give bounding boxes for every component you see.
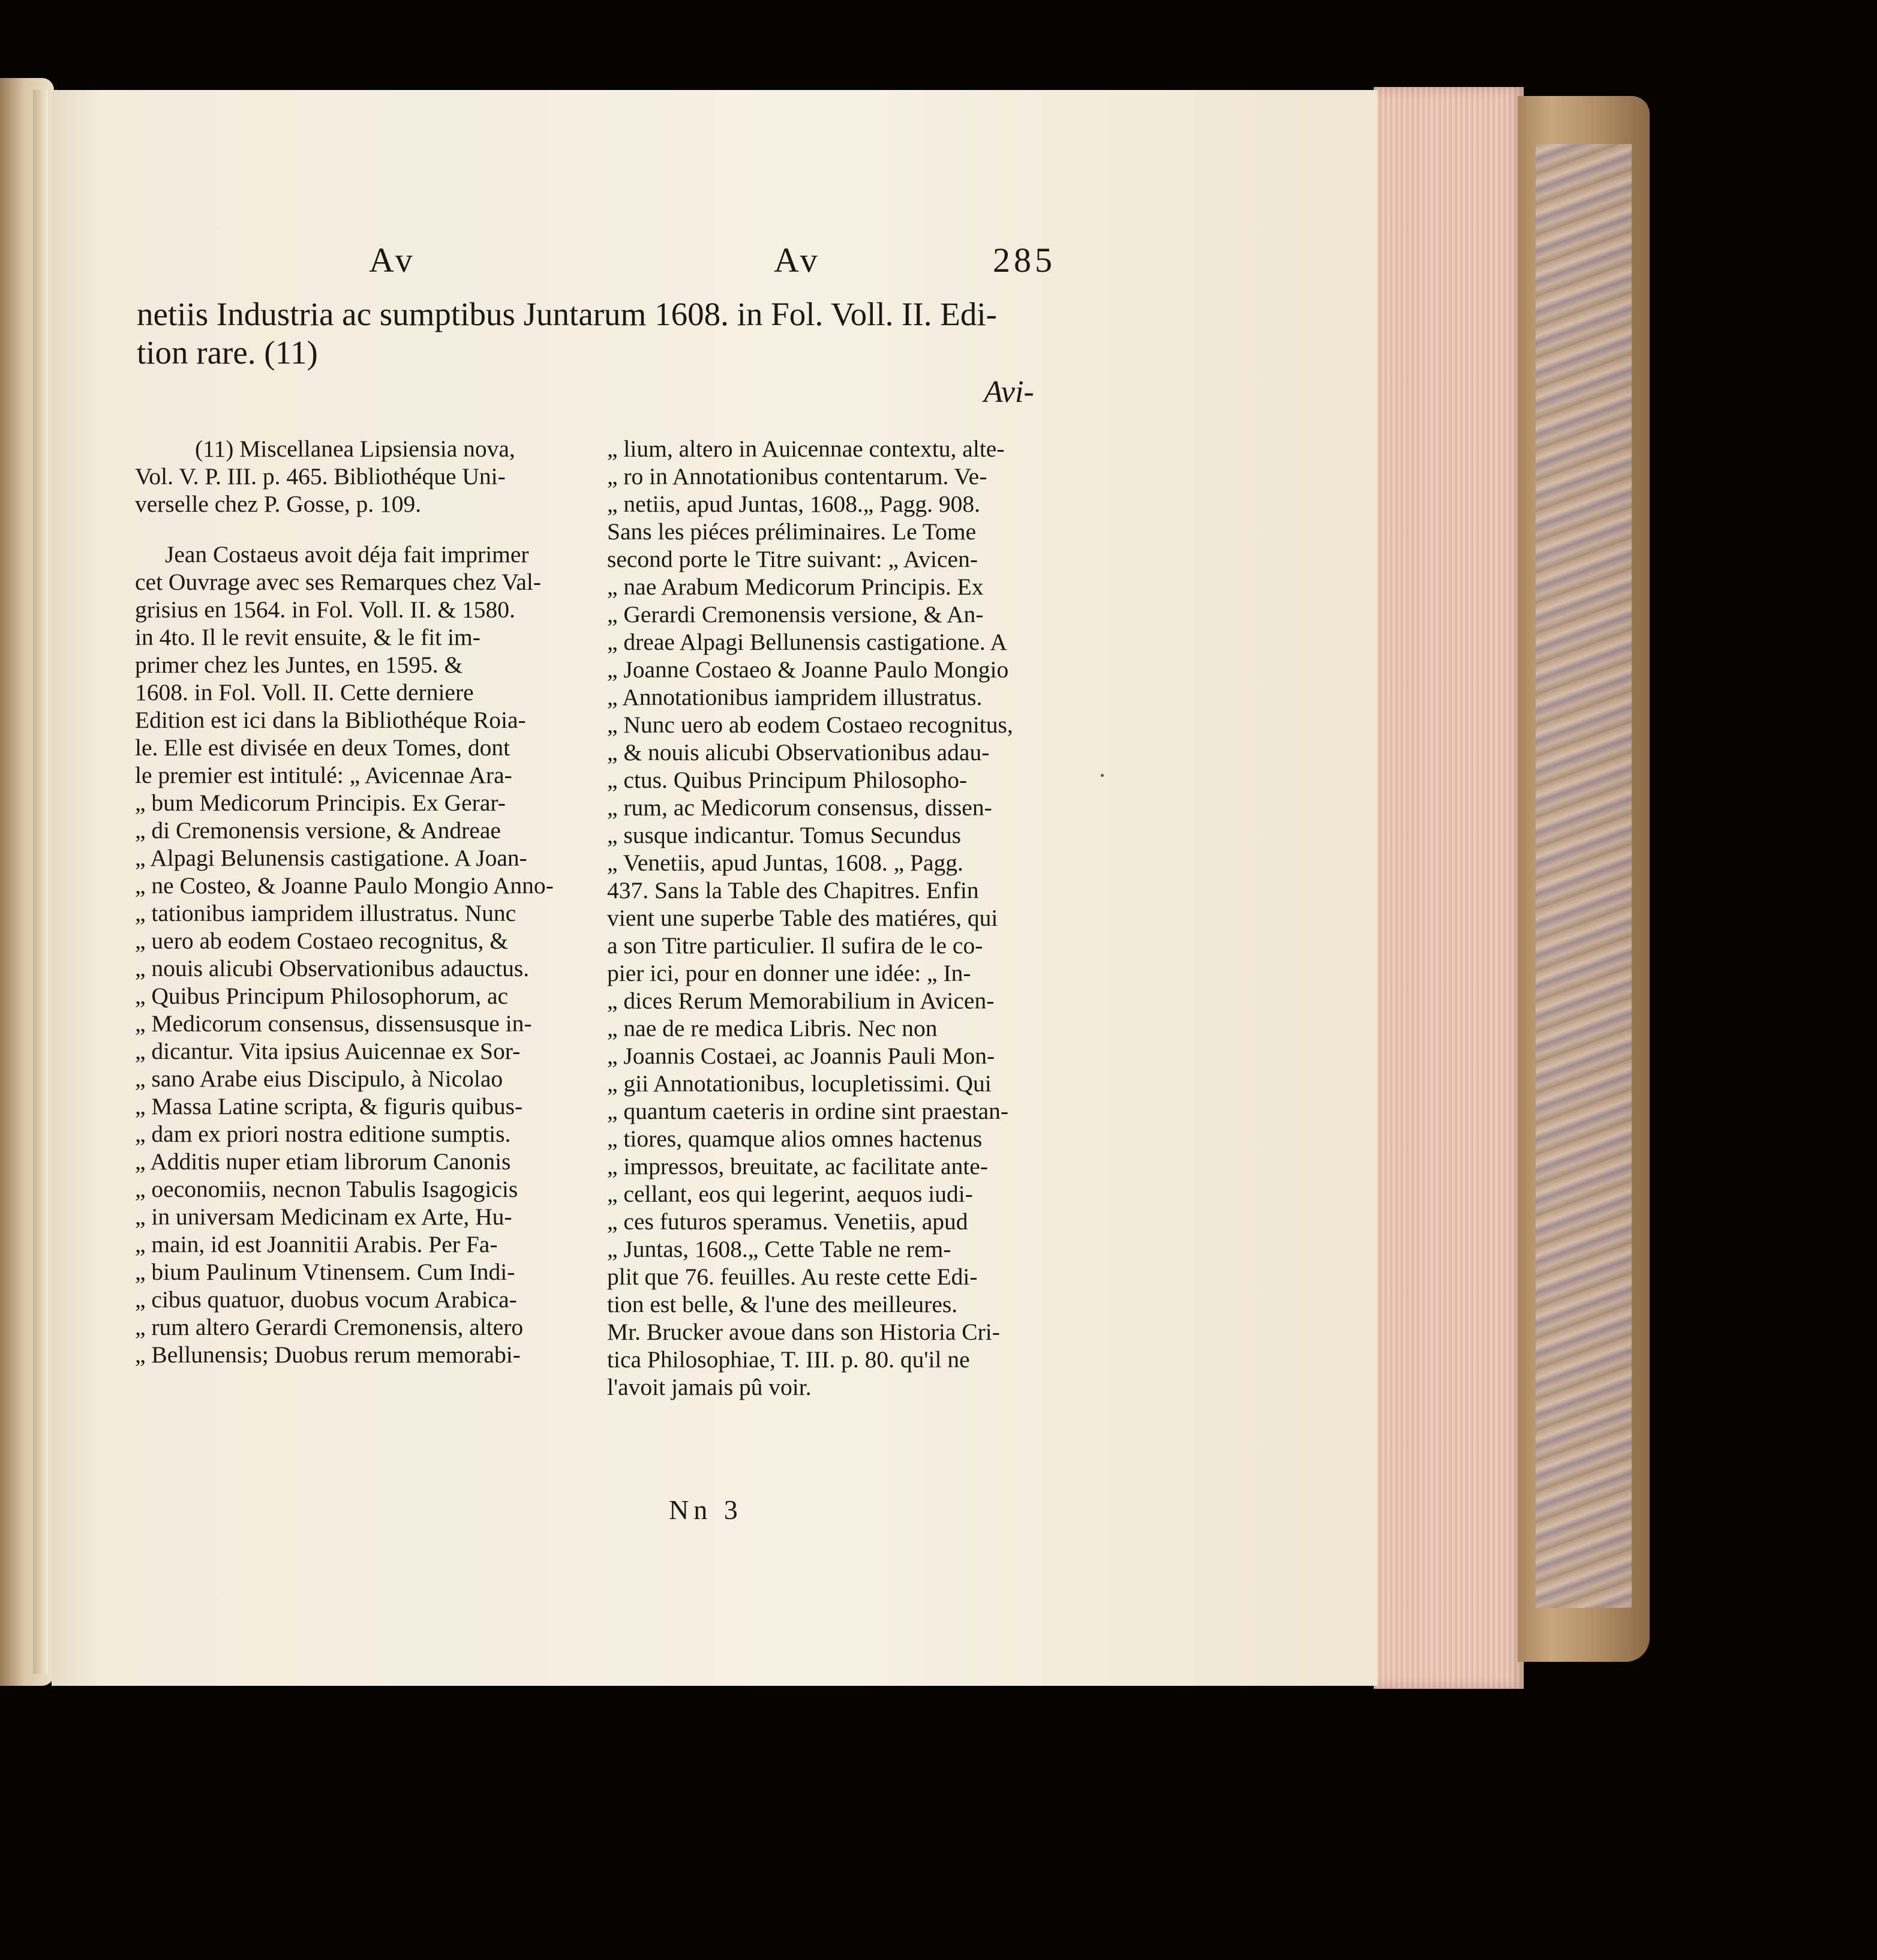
- text-line: Sans les piéces préliminaires. Le Tome: [607, 518, 977, 545]
- catchword-top: Avi-: [984, 375, 1034, 409]
- text-line: in 4to. Il le revit ensuite, & le fit im-: [135, 624, 480, 650]
- text-line: „ Additis nuper etiam librorum Canonis: [135, 1148, 511, 1175]
- text-line: „ Venetiis, apud Juntas, 1608. „ Pagg.: [607, 850, 963, 876]
- text-line: (11) Miscellanea Lipsiensia nova,: [195, 436, 515, 462]
- text-line: a son Titre particulier. Il sufira de le co-: [607, 932, 983, 959]
- left-column: [135, 435, 554, 1368]
- text-line: „ ro in Annotationibus contentarum. Ve-: [607, 463, 987, 490]
- text-line: „ dreae Alpagi Bellunensis castigatione. A: [607, 629, 1007, 655]
- text-line: Edition est ici dans la Bibliothéque Roia-: [135, 707, 526, 733]
- text-line: Mr. Brucker avoue dans son Historia Cri-: [607, 1319, 1000, 1345]
- text-line: „ Gerardi Cremonensis versione, & An-: [607, 601, 984, 628]
- text-line: „ Annotationibus iampridem illustratus.: [607, 684, 983, 710]
- text-line: „ Joannis Costaei, ac Joannis Pauli Mon-: [607, 1043, 995, 1069]
- text-line: „ Alpagi Belunensis castigatione. A Joan-: [135, 845, 527, 871]
- text-line: [135, 518, 554, 541]
- text-line: „ tiores, quamque alios omnes hactenus: [607, 1125, 983, 1152]
- text-line: le. Elle est divisée en deux Tomes, dont: [135, 734, 510, 761]
- text-line: „ oeconomiis, necnon Tabulis Isagogicis: [135, 1176, 518, 1202]
- text-line: „ cibus quatuor, duobus vocum Arabica-: [135, 1286, 517, 1313]
- text-line: „ cellant, eos qui legerint, aequos iudi-: [607, 1181, 973, 1207]
- text-line: grisius en 1564. in Fol. Voll. II. & 1580.: [135, 596, 515, 623]
- marbled-endpaper: [1536, 144, 1632, 1608]
- page-fore-edge: [1374, 87, 1524, 1689]
- right-column: [607, 435, 1013, 1401]
- text-line: „ rum altero Gerardi Cremonensis, altero: [135, 1314, 524, 1340]
- text-line: „ Massa Latine scripta, & figuris quibus-: [135, 1093, 523, 1119]
- text-line: Vol. V. P. III. p. 465. Bibliothéque Uni-: [135, 463, 506, 490]
- text-line: „ nae de re medica Libris. Nec non: [607, 1015, 938, 1041]
- text-line: verselle chez P. Gosse, p. 109.: [135, 491, 422, 517]
- text-line: „ ctus. Quibus Principum Philosopho-: [607, 767, 968, 793]
- text-line: l'avoit jamais pû voir.: [607, 1374, 812, 1400]
- text-line: „ ces futuros speramus. Venetiis, apud: [607, 1208, 968, 1235]
- text-line: „ bum Medicorum Principis. Ex Gerar-: [135, 790, 506, 816]
- text-line: „ dices Rerum Memorabilium in Avicen-: [607, 987, 995, 1014]
- text-line: „ nouis alicubi Observationibus adauctus.: [135, 955, 530, 981]
- text-line: „ Medicorum consensus, dissensusque in-: [135, 1010, 532, 1037]
- text-line: „ Joanne Costaeo & Joanne Paulo Mongio: [607, 656, 1009, 683]
- lead-line-1: netiis Industria ac sumptibus Juntarum 1608. in Fol. Voll. II. Edi-: [137, 296, 998, 332]
- running-head-center: Av: [774, 241, 821, 280]
- text-line: le premier est intitulé: „ Avicennae Ara-: [135, 762, 512, 788]
- signature-mark: Nn 3: [669, 1494, 743, 1525]
- text-line: „ main, id est Joannitii Arabis. Per Fa-: [135, 1231, 498, 1257]
- text-line: tion est belle, & l'une des meilleures.: [607, 1291, 958, 1317]
- text-line: „ impressos, breuitate, ac facilitate ante-: [607, 1153, 988, 1179]
- text-line: tica Philosophiae, T. III. p. 80. qu'il ne: [607, 1346, 970, 1373]
- text-line: „ Quibus Principum Philosophorum, ac: [135, 983, 509, 1009]
- text-line: „ in universam Medicinam ex Arte, Hu-: [135, 1203, 512, 1230]
- page-number: 285: [993, 241, 1056, 280]
- text-line: „ dicantur. Vita ipsius Auicennae ex Sor-: [135, 1038, 521, 1064]
- text-line: „ dam ex priori nostra editione sumptis.: [135, 1121, 511, 1147]
- text-line: pier ici, pour en donner une idée: „ In-: [607, 960, 971, 986]
- text-line: „ di Cremonensis versione, & Andreae: [135, 817, 501, 844]
- text-line: Jean Costaeus avoit déja fait imprimer: [165, 541, 529, 568]
- text-line: „ lium, altero in Auicennae contextu, alte-: [607, 436, 1005, 462]
- text-line: „ rum, ac Medicorum consensus, dissen-: [607, 794, 992, 821]
- text-line: primer chez les Juntes, en 1595. &: [135, 652, 463, 678]
- text-line: „ bium Paulinum Vtinensem. Cum Indi-: [135, 1259, 515, 1285]
- text-line: cet Ouvrage avec ses Remarques chez Val-: [135, 569, 542, 595]
- text-line: „ quantum caeteris in ordine sint praestan-: [607, 1098, 1009, 1124]
- text-line: „ susque indicantur. Tomus Secundus: [607, 822, 962, 848]
- text-line: „ & nouis alicubi Observationibus adau-: [607, 739, 990, 766]
- text-line: „ Bellunensis; Duobus rerum memorabi-: [135, 1341, 521, 1368]
- text-line: second porte le Titre suivant: „ Avicen-: [607, 546, 978, 572]
- text-line: plit que 76. feuilles. Au reste cette Edi-: [607, 1263, 978, 1290]
- text-line: „ netiis, apud Juntas, 1608.„ Pagg. 908.: [607, 491, 981, 517]
- text-line: „ Nunc uero ab eodem Costaeo recognitus,: [607, 712, 1013, 738]
- text-line: 437. Sans la Table des Chapitres. Enfin: [607, 877, 979, 904]
- text-line: vient une superbe Table des matiéres, qui: [607, 905, 998, 931]
- text-line: „ tationibus iampridem illustratus. Nunc: [135, 900, 516, 926]
- left-page-fold: [33, 90, 48, 1674]
- text-line: 1608. in Fol. Voll. II. Cette derniere: [135, 679, 474, 706]
- text-line: „ nae Arabum Medicorum Principis. Ex: [607, 574, 984, 600]
- text-line: „ sano Arabe eius Discipulo, à Nicolao: [135, 1065, 503, 1092]
- text-line: „ gii Annotationibus, locupletissimi. Qui: [607, 1070, 992, 1097]
- text-line: „ uero ab eodem Costaeo recognitus, &: [135, 928, 508, 954]
- text-line: „ ne Costeo, & Joanne Paulo Mongio Anno-: [135, 872, 554, 899]
- margin-mark: [1101, 774, 1104, 777]
- lead-line-2: tion rare. (11): [137, 334, 318, 371]
- text-line: „ Juntas, 1608.„ Cette Table ne rem-: [607, 1236, 951, 1262]
- running-head-left: Av: [369, 241, 416, 280]
